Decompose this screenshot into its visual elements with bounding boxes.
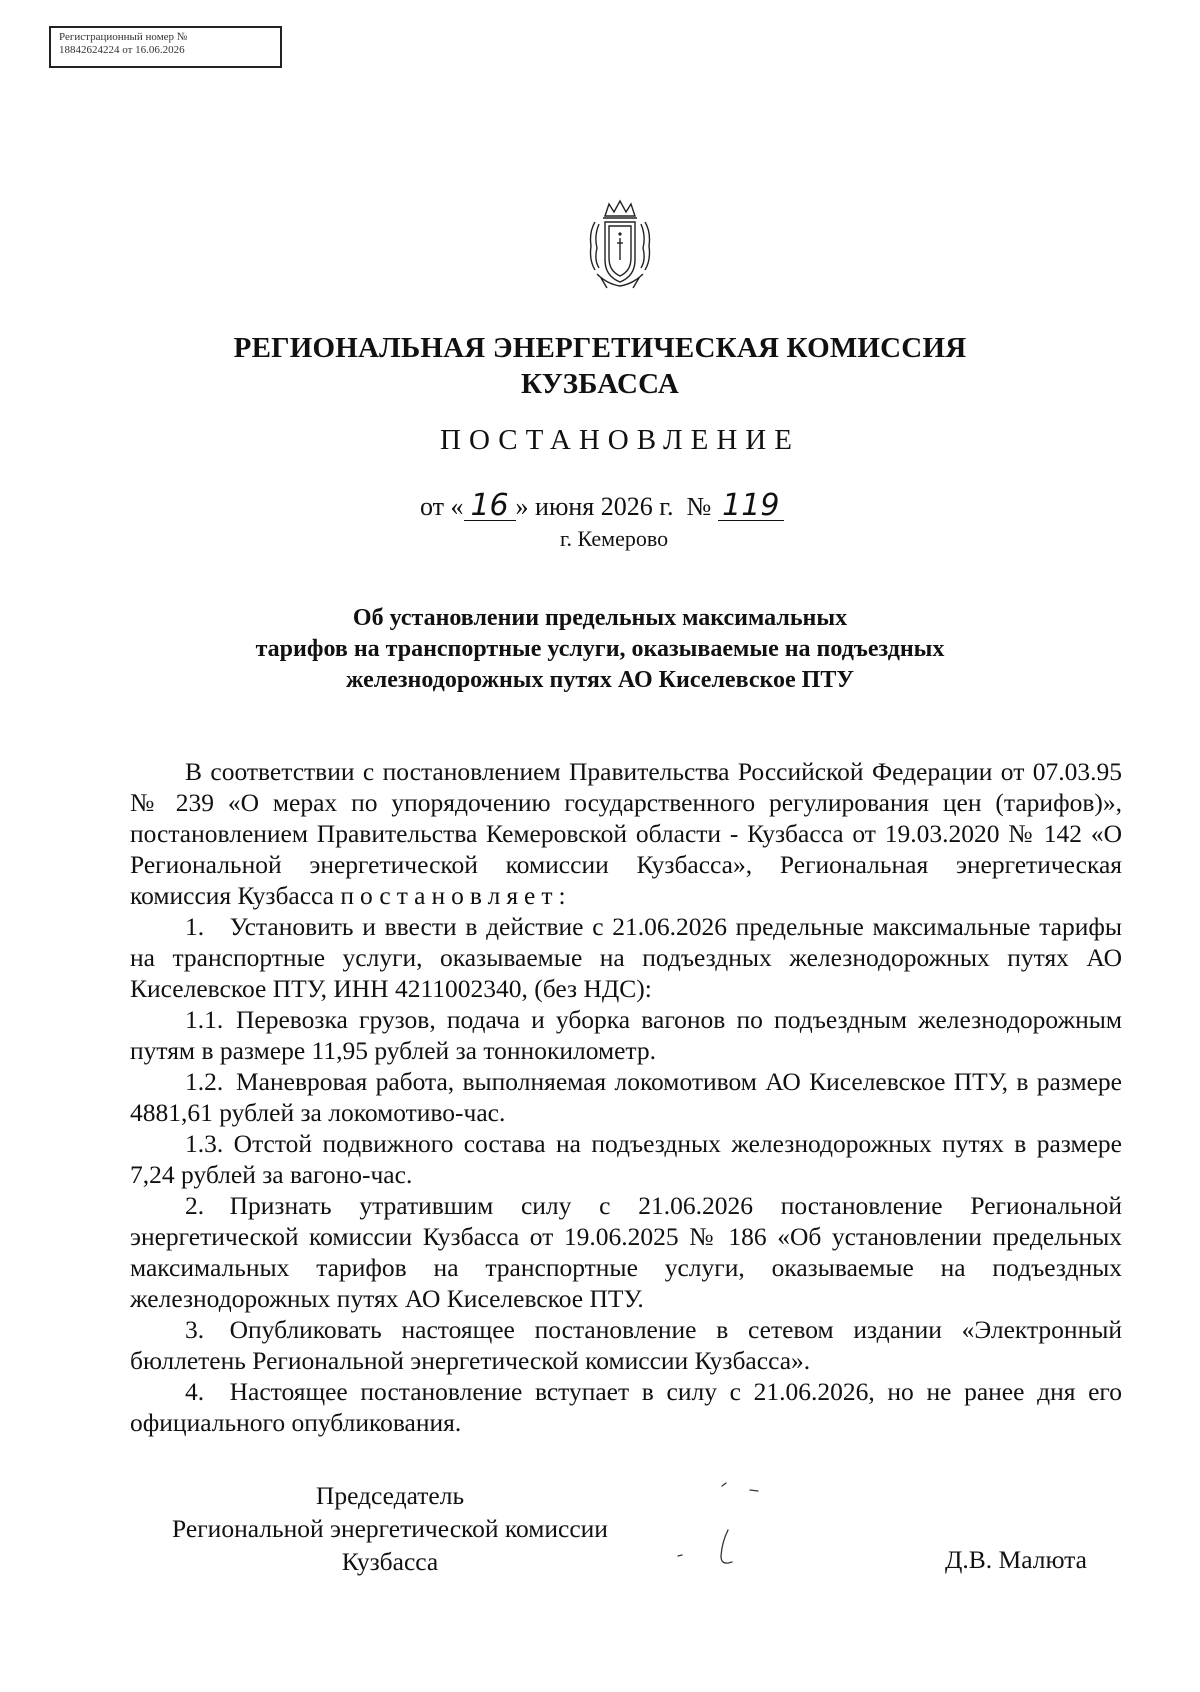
- document-subject: [0, 603, 1200, 696]
- clause-3: 3. Опубликовать настоящее постановление в сетевом издании «Электронный бюллетень Региональной энергетической комиссии Кузбасса».: [130, 1315, 1122, 1375]
- document-city: г. Кемерово: [560, 526, 669, 551]
- registration-line-2: 18842624224 от 16.06.2026: [59, 44, 185, 56]
- signer-name: Д.В. Малюта: [945, 1545, 1087, 1574]
- date-prefix: от «: [420, 492, 464, 521]
- organization-title-line-2: КУЗБАССА: [521, 368, 679, 400]
- registration-stamp: [49, 26, 282, 68]
- preamble-paragraph: [130, 756, 1122, 911]
- resolves-word: постановляет:: [340, 881, 572, 910]
- clause-4: 4. Настоящее постановление вступает в силу с 21.06.2026, но не ранее дня его официального опубликования.: [130, 1377, 1122, 1437]
- signatory-title-line-1: Председатель: [315, 1481, 465, 1510]
- clause-1: 1. Установить и ввести в действие с 21.06.2026 предельные максимальные тарифы на транспортные услуги, оказываемые на подъездных железнодорожных путях АО Киселевское ПТУ, ИНН 4211002340, (без НДС):: [130, 912, 1122, 1003]
- subject-line-1: Об установлении предельных максимальных: [352, 605, 848, 631]
- registration-line-1: Регистрационный номер №: [59, 31, 188, 43]
- date-suffix: » июня 2026 г.: [515, 492, 674, 521]
- date-day-handwritten: 16: [464, 492, 516, 521]
- handwritten-signature: [600, 1470, 860, 1650]
- document-number-handwritten: 119: [718, 492, 784, 521]
- subject-line-3: железнодорожных путях АО Киселевское ПТУ: [346, 667, 854, 693]
- preamble-text: В соответствии с постановлением Правительства Российской Федерации от 07.03.95 № 239 «О мерах по упорядочению государственного регулирования цен (тарифов)», постановлением Правительства Кемеровской области - Кузбасса от 19.03.2020 № 142 «О Региональной энергетической комиссии Кузбасса», Региональная энергетическая комиссия Кузбасса: [130, 757, 1122, 910]
- signatory-title: [130, 1479, 650, 1578]
- clause-1-1: 1.1. Перевозка грузов, подача и уборка вагонов по подъездным железнодорожным путям в размере 11,95 рублей за тоннокилометр.: [130, 1005, 1122, 1065]
- document-body: [130, 756, 1122, 1438]
- document-date-line: [420, 488, 784, 523]
- organization-title-line-1: РЕГИОНАЛЬНАЯ ЭНЕРГЕТИЧЕСКАЯ КОМИССИЯ: [233, 332, 967, 364]
- clause-1-3: 1.3. Отстой подвижного состава на подъездных железнодорожных путях в размере 7,24 рублей за вагоно-час.: [130, 1129, 1122, 1189]
- number-label: №: [686, 492, 712, 521]
- clause-2: 2. Признать утратившим силу с 21.06.2026 постановление Региональной энергетической комиссии Кузбасса от 19.06.2025 № 186 «Об установлении предельных максимальных тарифов на транспортные услуги, оказываемые на подъездных железнодорожных путях АО Киселевское ПТУ.: [130, 1191, 1122, 1313]
- document-type: ПОСТАНОВЛЕНИЕ: [440, 424, 800, 456]
- signatory-title-line-2: Региональной энергетической комиссии: [172, 1514, 608, 1543]
- clause-1-2: 1.2. Маневровая работа, выполняемая локомотивом АО Киселевское ПТУ, в размере 4881,61 рублей за локомотиво-час.: [130, 1067, 1122, 1127]
- subject-line-2: тарифов на транспортные услуги, оказываемые на подъездных: [255, 636, 945, 662]
- organization-title: [0, 330, 1200, 402]
- signatory-title-line-3: Кузбасса: [341, 1547, 439, 1576]
- coat-of-arms-icon: [585, 198, 655, 298]
